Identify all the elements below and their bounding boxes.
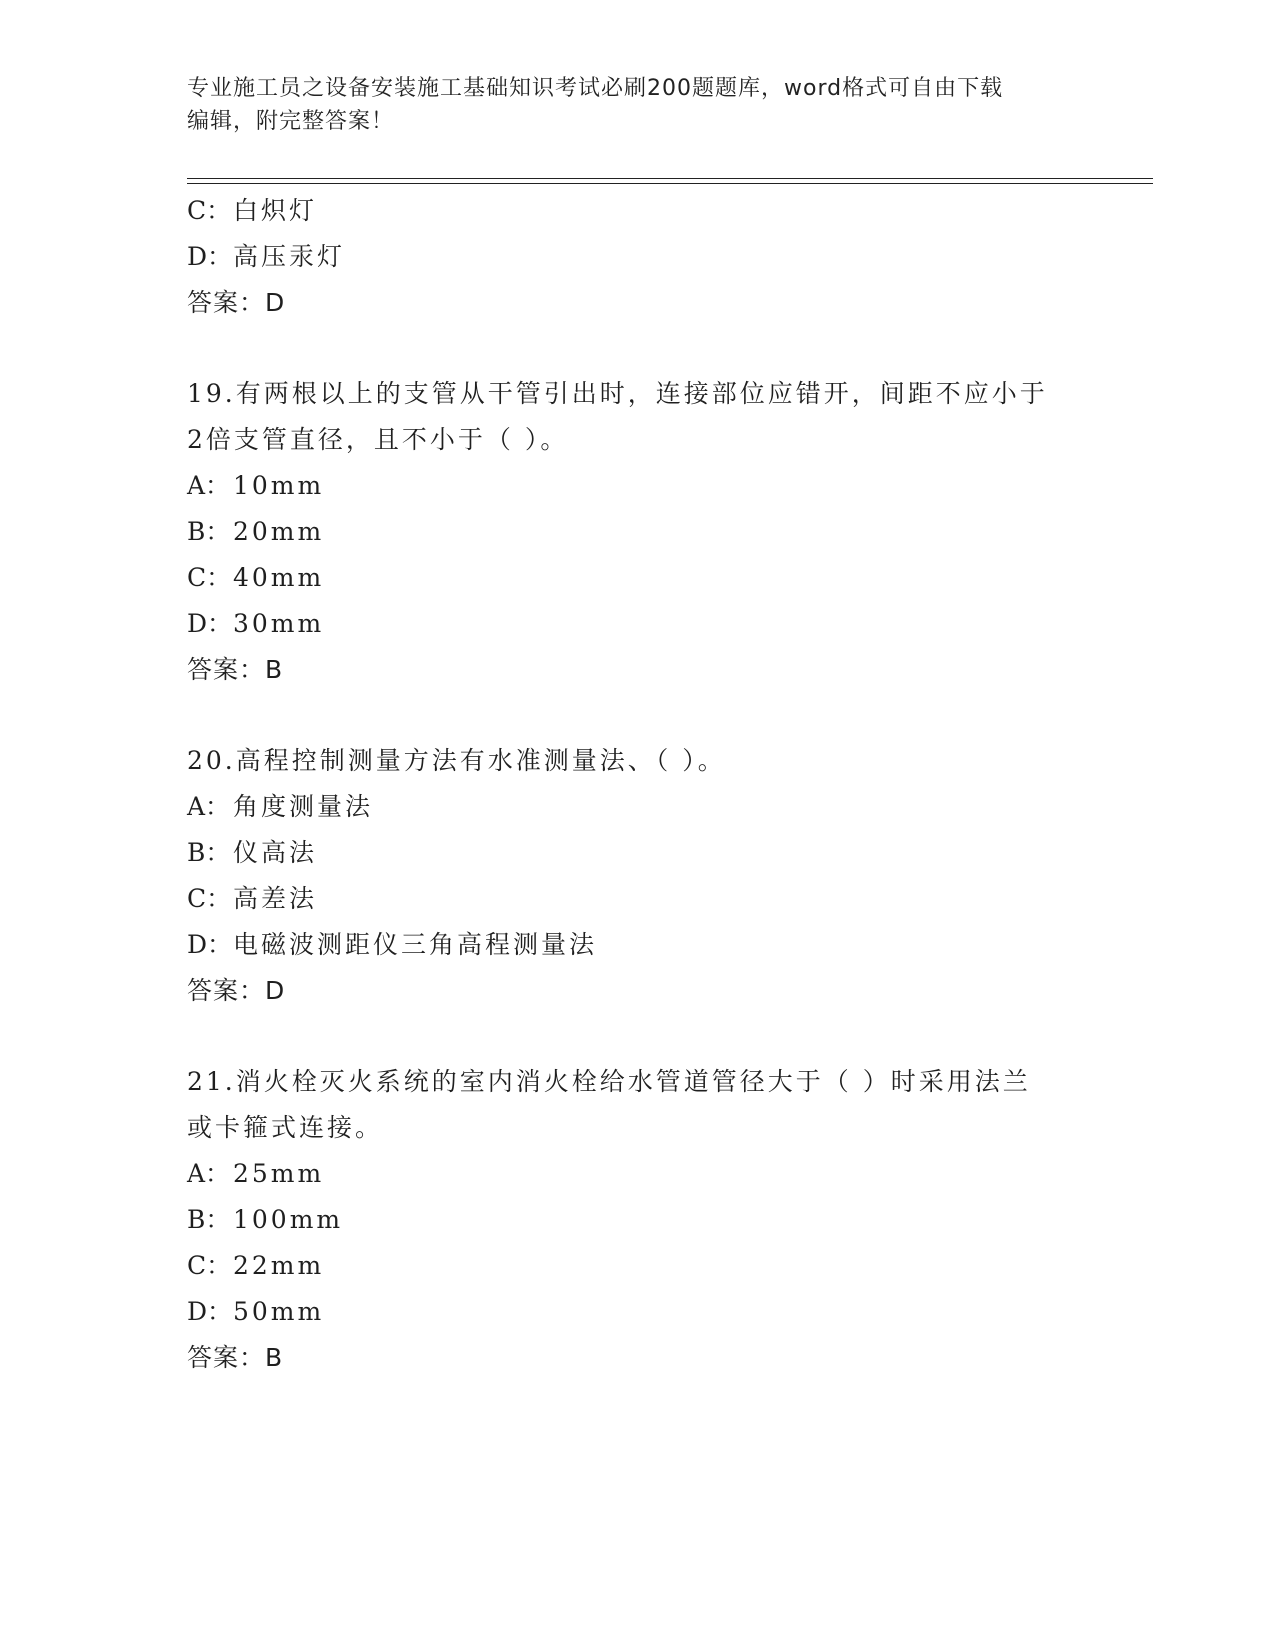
option-letter: D： (187, 930, 233, 959)
option-b (187, 1197, 1087, 1243)
option-c (187, 555, 1087, 601)
option-text: 高压汞灯 (233, 242, 346, 271)
answer-line: 答案：D (187, 976, 286, 1005)
option-letter: B： (187, 517, 231, 546)
spacer (187, 1014, 1087, 1059)
question-stem-line: 2倍支管直径，且不小于（ ）。 (187, 425, 569, 454)
option-letter: C： (187, 1251, 232, 1280)
option-a (187, 784, 1087, 830)
question-stem-line: 或卡箍式连接。 (187, 1113, 384, 1142)
question-list (187, 188, 1087, 1381)
option-text: 电磁波测距仪三角高程测量法 (233, 930, 598, 959)
option-letter: D： (187, 609, 233, 638)
question-20 (187, 738, 1087, 1014)
option-text: 10mm (233, 471, 325, 500)
option-letter: C： (187, 563, 232, 592)
option-text: 22mm (233, 1251, 325, 1280)
option-c (187, 876, 1087, 922)
option-text: 25mm (233, 1159, 325, 1188)
option-text: 30mm (233, 609, 325, 638)
spacer (187, 693, 1087, 738)
option-letter: B： (187, 1205, 231, 1234)
header-rule-bottom (187, 183, 1153, 184)
option-letter: D： (187, 242, 233, 271)
option-text: 角度测量法 (233, 792, 374, 821)
option-b (187, 830, 1087, 876)
option-d (187, 1289, 1087, 1335)
header-rule-top (187, 178, 1153, 179)
answer-line: 答案：B (187, 1343, 284, 1372)
option-c (187, 1243, 1087, 1289)
option-d (187, 601, 1087, 647)
option-text: 白炽灯 (233, 196, 318, 225)
option-c (187, 188, 1087, 234)
option-letter: C： (187, 196, 232, 225)
option-text: 50mm (233, 1297, 325, 1326)
option-letter: C： (187, 884, 232, 913)
question-21 (187, 1059, 1087, 1381)
option-d (187, 922, 1087, 968)
option-letter: A： (187, 471, 231, 500)
question-stem-line: 20.高程控制测量方法有水准测量法、（ ）。 (187, 746, 726, 775)
answer-line: 答案：B (187, 655, 284, 684)
option-text: 高差法 (233, 884, 318, 913)
option-text: 40mm (233, 563, 325, 592)
option-a (187, 463, 1087, 509)
document-header (187, 72, 1067, 138)
option-text: 100mm (233, 1205, 344, 1234)
header-title-line-2: 编辑，附完整答案！ (187, 109, 395, 134)
option-letter: A： (187, 792, 231, 821)
header-title-line-1: 专业施工员之设备安装施工基础知识考试必刷200题题库，word格式可自由下载 (187, 76, 1004, 101)
option-text: 仪高法 (233, 838, 318, 867)
option-letter: A： (187, 1159, 231, 1188)
option-letter: D： (187, 1297, 233, 1326)
prev-question-tail (187, 188, 1087, 326)
spacer (187, 326, 1087, 371)
option-d (187, 234, 1087, 280)
option-b (187, 509, 1087, 555)
option-text: 20mm (233, 517, 325, 546)
question-stem-line: 19.有两根以上的支管从干管引出时，连接部位应错开，间距不应小于 (187, 379, 1048, 408)
answer-line: 答案：D (187, 288, 286, 317)
question-19 (187, 371, 1087, 693)
option-letter: B： (187, 838, 231, 867)
option-a (187, 1151, 1087, 1197)
question-stem-line: 21.消火栓灭火系统的室内消火栓给水管道管径大于（ ）时采用法兰 (187, 1067, 1031, 1096)
